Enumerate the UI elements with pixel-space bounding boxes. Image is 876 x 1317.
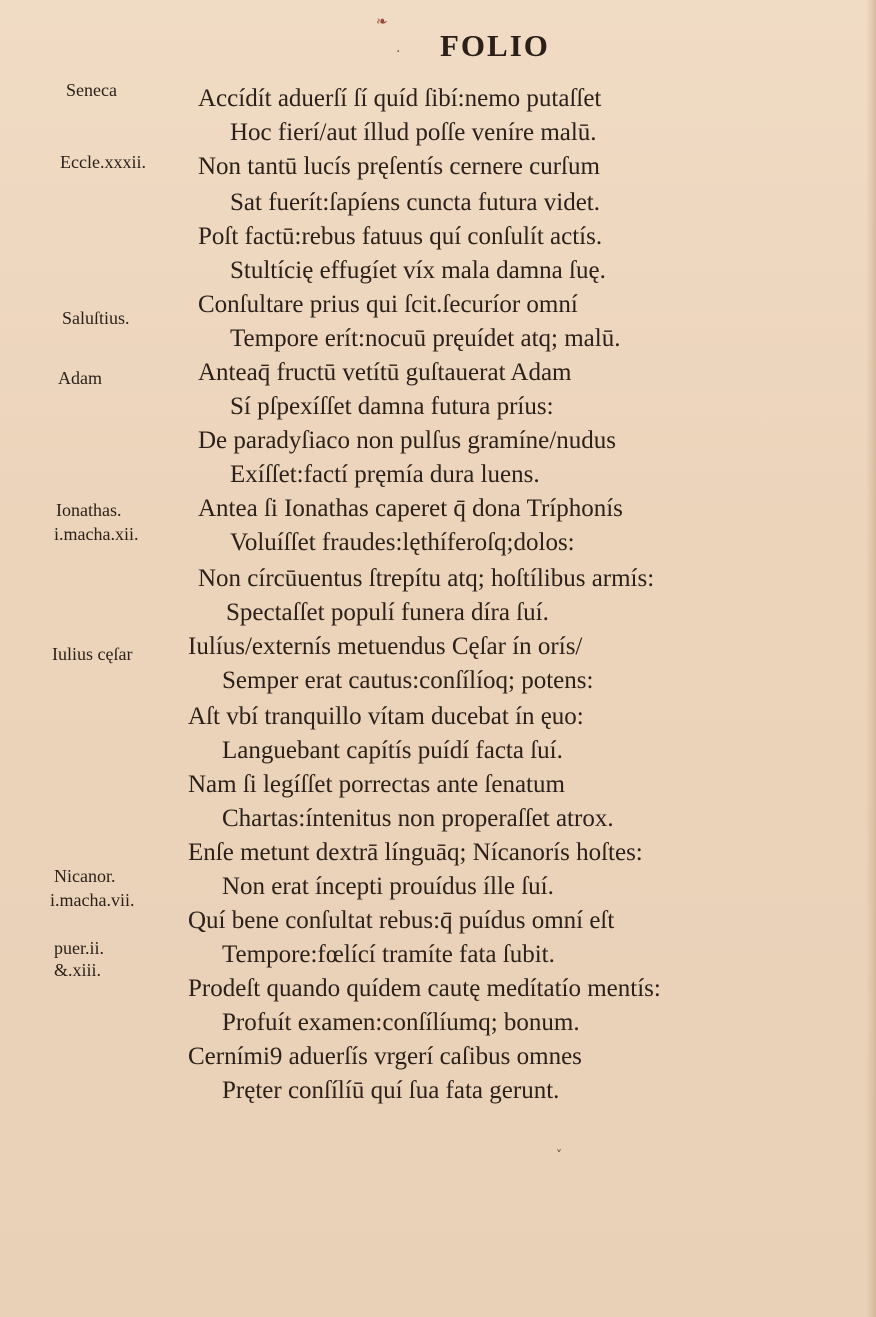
verse-line: Aſt vbí tranquillo vítam ducebat ín ęuo:	[188, 703, 584, 730]
verse-line: Anteaq̄ fructū vetítū guſtauerat Adam	[198, 359, 572, 386]
verse-line: Quí bene conſultat rebus:q̄ puídus omní eſt	[188, 907, 615, 934]
verse-line: Nam ſi legíſſet porrectas ante ſenatum	[188, 771, 565, 798]
folio-header: FOLIO	[440, 28, 550, 63]
margin-note: Ionathas.	[56, 500, 122, 520]
verse-line: De paradyſiaco non pulſus gramíne/nudus	[198, 427, 616, 454]
verse-line: Conſultare prius qui ſcit.ſecuríor omní	[198, 291, 578, 318]
margin-note: Eccle.xxxii.	[60, 152, 146, 172]
verse-line: Sí pſpexíſſet damna futura príus:	[230, 393, 554, 420]
verse-line: Sat fuerít:ſapíens cuncta futura videt.	[230, 189, 601, 216]
fleuron-ornament-icon: ❧	[376, 14, 388, 30]
margin-note: Saluſtius.	[62, 308, 130, 328]
page-edge-shadow	[866, 0, 876, 1317]
verse-line: Prodeſt quando quídem cautę medítatío mentís:	[188, 975, 661, 1002]
verse-line: Non tantū lucís pręſentís cernere curſum	[198, 153, 600, 180]
header-dot: ·	[396, 44, 401, 60]
verse-line: Antea ſi Ionathas caperet q̄ dona Tríphonís	[198, 495, 623, 522]
verse-line: Semper erat cautus:conſílíoq; potens:	[222, 667, 594, 694]
verse-line: Spectaſſet populí funera díra ſuí.	[226, 599, 549, 626]
margin-note: Iulius cęſar	[52, 644, 133, 664]
verse-line: Exíſſet:factí pręmía dura luens.	[230, 461, 540, 488]
verse-line: Cerními9 aduerſís vrgerí caſibus omnes	[188, 1043, 582, 1070]
margin-note: Adam	[58, 368, 102, 388]
margin-note: i.macha.vii.	[50, 890, 135, 910]
verse-line: Poſt factū:rebus fatuus quí conſulít actís.	[198, 223, 603, 250]
margin-note: &.xiii.	[54, 960, 102, 980]
verse-line: Hoc fierí/aut íllud poſſe veníre malū.	[230, 119, 597, 146]
verse-line: Tempore erít:nocuū pręuídet atq; malū.	[230, 325, 621, 352]
verse-line: Chartas:íntenitus non properaſſet atrox.	[222, 805, 614, 832]
margin-note: Nicanor.	[54, 866, 116, 886]
verse-line: Languebant capítís puídí facta ſuí.	[222, 737, 563, 764]
margin-note: Seneca	[66, 80, 117, 100]
verse-line: Profuít examen:conſílíumq; bonum.	[222, 1009, 580, 1036]
verse-line: Tempore:fœlící tramíte fata ſubit.	[222, 941, 555, 968]
margin-note: i.macha.xii.	[54, 524, 139, 544]
verse-line: Non círcūuentus ſtrepítu atq; hoſtílibus armís:	[198, 565, 655, 592]
verse-line: Accídít aduerſí ſí quíd ſibí:nemo putaſſet	[198, 85, 602, 112]
verse-line: Voluíſſet fraudes:lęthíferoſq;dolos:	[230, 529, 575, 556]
verse-line: Enſe metunt dextrā línguāq; Nícanorís hoſtes:	[188, 839, 643, 866]
verse-line: Pręter conſílíū quí ſua fata gerunt.	[222, 1077, 560, 1104]
verse-line: Stultícię effugíet víx mala damna ſuę.	[230, 257, 606, 284]
stray-ink-mark: ˅	[556, 1148, 562, 1162]
margin-note: puer.ii.	[54, 938, 104, 958]
verse-line: Non erat íncepti prouídus ílle ſuí.	[222, 873, 554, 900]
verse-line: Iulíus/externís metuendus Cęſar ín orís/	[188, 633, 583, 660]
